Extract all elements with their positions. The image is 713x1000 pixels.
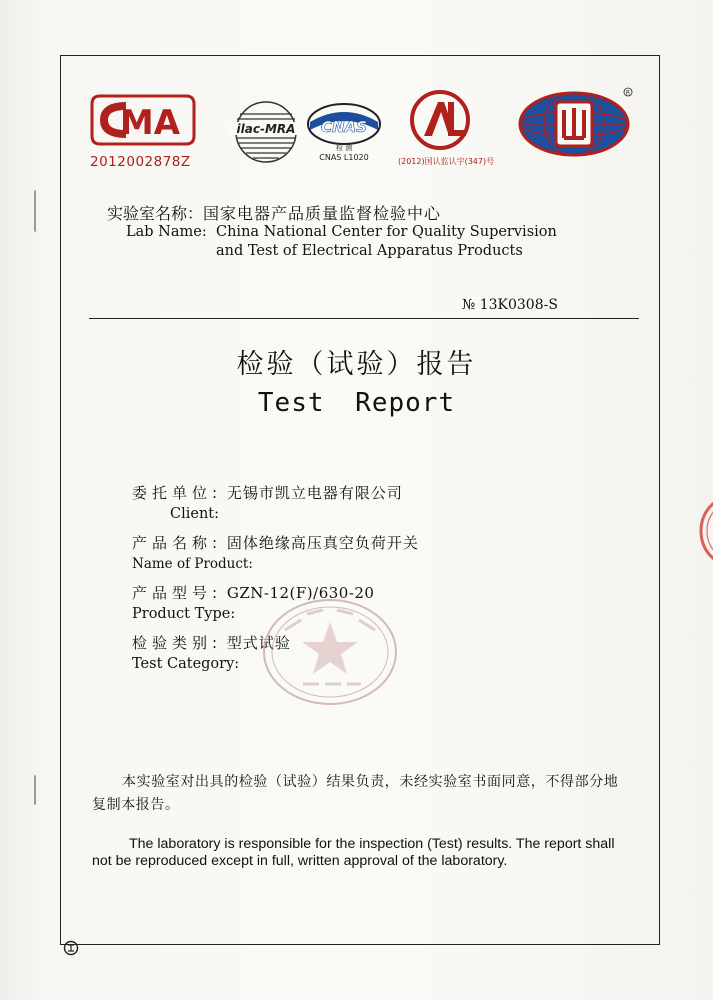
product-name-label-cn: 产品名称: <box>132 534 223 552</box>
product-type-label-en: Product Type: <box>132 606 236 622</box>
client-label-en: Client: <box>170 506 220 522</box>
ilac-mra-logo <box>226 96 308 166</box>
header-divider <box>89 318 639 319</box>
svg-text:CNAS: CNAS <box>321 118 367 136</box>
test-category-label-cn: 检验类别: <box>132 634 223 652</box>
svg-text:检 测: 检 测 <box>335 144 353 152</box>
svg-text:CNAS L1020: CNAS L1020 <box>319 153 369 162</box>
product-type-value: GZN-12(F)/630-20 <box>226 584 375 602</box>
report-title-cn: 检验（试验）报告 <box>236 349 477 380</box>
cal-logo <box>404 90 476 152</box>
print-mark-icon <box>63 940 79 956</box>
cma-number: 2012002878Z <box>90 154 191 170</box>
lab-label-en: Lab Name: <box>126 224 207 240</box>
svg-text:ilac-MRA: ilac-MRA <box>236 122 296 136</box>
lab-name-cn <box>107 201 441 224</box>
product-type-label-cn: 产品型号: <box>132 584 223 602</box>
lab-name-en-line1: China National Center for Quality Supervision <box>216 224 557 240</box>
svg-text:MA: MA <box>119 103 181 143</box>
binding-mark <box>34 190 40 232</box>
lab-name-en <box>126 223 557 261</box>
inspection-seal-stamp <box>255 592 405 712</box>
client-field <box>132 482 403 503</box>
cal-approval-number: (2012)国认监认字(347)号 <box>398 157 495 166</box>
ccc-globe-logo <box>516 86 636 158</box>
cnas-logo <box>304 100 384 162</box>
test-category-value: 型式试验 <box>226 634 291 652</box>
lab-label-cn: 实验室名称： <box>107 204 204 223</box>
product-name-label-en: Name of Product: <box>132 556 253 572</box>
report-title-en: Test Report <box>257 388 456 418</box>
client-value: 无锡市凯立电器有限公司 <box>226 484 403 502</box>
partial-red-seal <box>697 495 713 567</box>
binding-mark <box>34 775 40 805</box>
report-number: № 13K0308-S <box>462 297 558 313</box>
test-category-label-en: Test Category: <box>132 656 240 672</box>
product-name-value: 固体绝缘高压真空负荷开关 <box>226 534 419 552</box>
product-name-field <box>132 532 419 553</box>
disclaimer-en: The laboratory is responsible for the inspection (Test) results. The report shall not be reproduced except in full, written approval of the laboratory. <box>92 836 615 869</box>
lab-name-cn-value: 国家电器产品质量监督检验中心 <box>203 204 442 223</box>
cma-logo <box>90 92 196 148</box>
client-label-cn: 委托单位: <box>132 484 223 502</box>
svg-text:R: R <box>625 89 631 97</box>
disclaimer-cn: 本实验室对出具的检验（试验）结果负责，未经实验室书面同意，不得部分地复制本报告。 <box>92 774 619 813</box>
lab-name-en-line2: and Test of Electrical Apparatus Products <box>216 243 523 259</box>
